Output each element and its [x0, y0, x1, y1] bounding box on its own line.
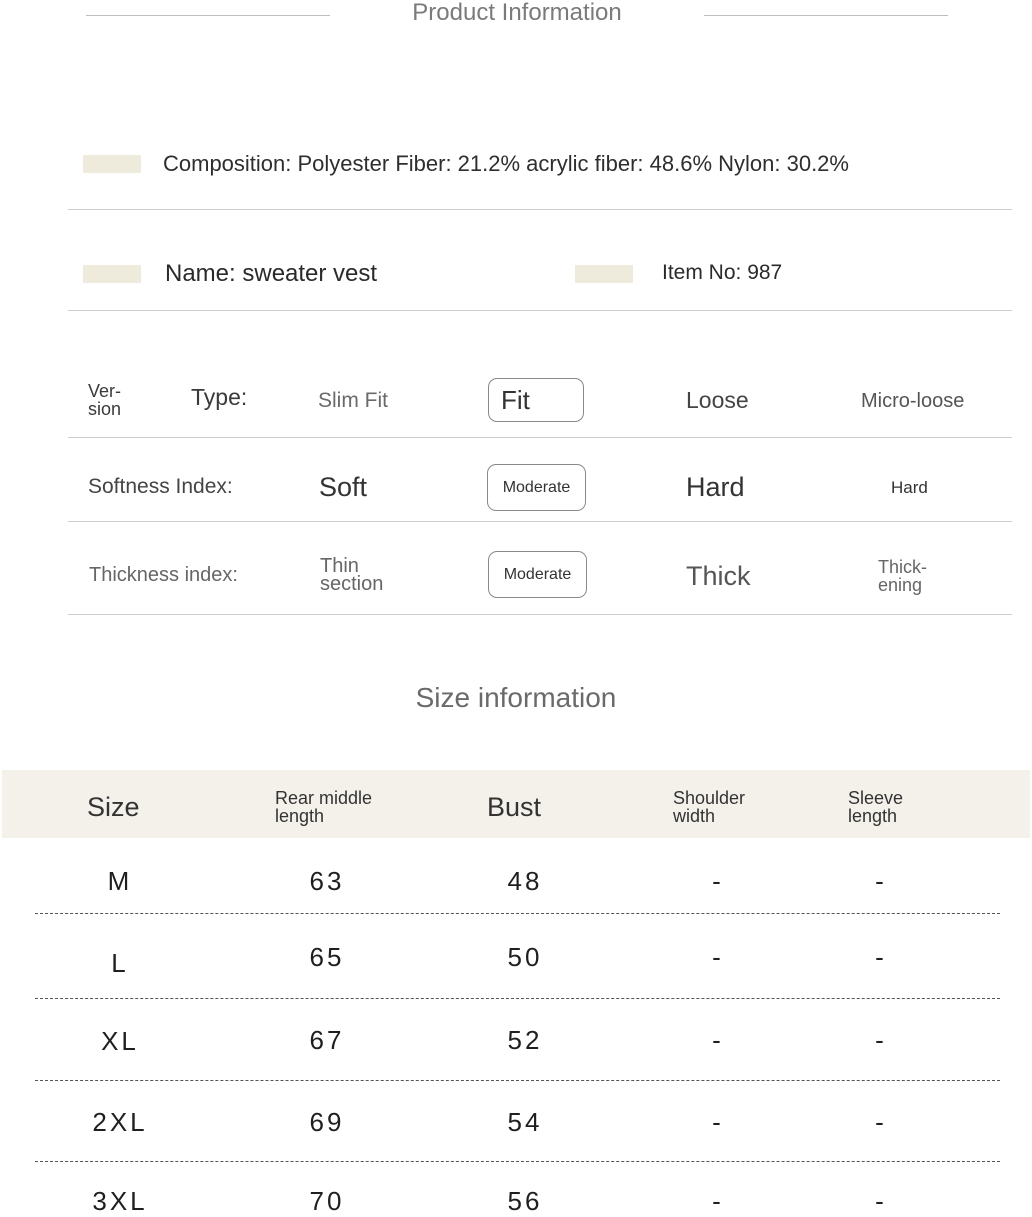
cell-rear: 63 [309, 866, 345, 896]
type-option-loose: Loose [686, 387, 749, 413]
thickness-option-thickening [878, 558, 927, 594]
header-rule-left [86, 15, 330, 16]
cell-bust: 56 [507, 1186, 543, 1216]
shoulder-line2: width [673, 806, 716, 826]
thickness-label: Thickness index: [89, 564, 238, 586]
composition-text: Composition: Polyester Fiber: 21.2% acrylic fiber: 48.6% Nylon: 30.2% [163, 151, 849, 176]
cell-rear: 69 [309, 1107, 345, 1137]
rear-line2: length [275, 806, 325, 826]
thickening-line1: Thick- [878, 557, 927, 577]
sleeve-line2: length [848, 806, 898, 826]
cell-size: M [107, 866, 133, 896]
cell-rear: 67 [309, 1025, 345, 1055]
version-label-line1: Ver- [88, 381, 122, 401]
thickness-option-thin [320, 557, 383, 593]
header-size: Size [87, 792, 140, 822]
cell-sleeve: - [875, 1025, 887, 1055]
cell-shoulder: - [712, 1025, 724, 1055]
cell-shoulder: - [712, 866, 724, 896]
type-label: Type: [191, 384, 248, 410]
row-divider [35, 913, 1000, 914]
type-option-slim-fit: Slim Fit [318, 389, 388, 412]
header-bust: Bust [487, 792, 542, 822]
thin-line2: section [320, 573, 384, 595]
item-number: Item No: 987 [662, 261, 783, 284]
softness-option-soft: Soft [319, 472, 368, 502]
thickness-selected-label: Moderate [503, 565, 572, 583]
cell-bust: 50 [507, 942, 543, 972]
cell-rear: 65 [309, 942, 345, 972]
divider [68, 521, 1012, 522]
thickness-option-selected [488, 551, 587, 598]
type-option-selected [488, 378, 584, 422]
header-sleeve-length [848, 789, 903, 825]
type-option-micro-loose: Micro-loose [861, 390, 965, 412]
version-label [88, 382, 121, 418]
thin-line1: Thin [320, 555, 359, 577]
shoulder-line1: Shoulder [673, 788, 746, 808]
size-section-title: Size information [415, 682, 617, 713]
version-label-line2: sion [88, 399, 122, 419]
cell-shoulder: - [712, 1186, 724, 1216]
cell-shoulder: - [712, 942, 724, 972]
divider [68, 310, 1012, 311]
header-rule-right [704, 15, 948, 16]
header-shoulder-width [673, 789, 745, 825]
row-divider [35, 998, 1000, 999]
row-divider [35, 1080, 1000, 1081]
composition-swatch [83, 155, 141, 173]
cell-size: 2XL [92, 1107, 148, 1137]
cell-bust: 52 [507, 1025, 543, 1055]
cell-sleeve: - [875, 1107, 887, 1137]
rear-line1: Rear middle [275, 788, 373, 808]
cell-size: 3XL [92, 1186, 148, 1216]
divider [68, 614, 1012, 615]
product-name: Name: sweater vest [165, 260, 378, 287]
type-selected-label: Fit [501, 384, 530, 415]
cell-shoulder: - [712, 1107, 724, 1137]
item-swatch [575, 265, 633, 283]
divider [68, 209, 1012, 210]
cell-bust: 48 [507, 866, 543, 896]
softness-label: Softness Index: [88, 475, 233, 498]
softness-option-hard: Hard [686, 472, 745, 502]
thickening-line2: ening [878, 575, 923, 595]
thickness-option-thick: Thick [686, 561, 751, 591]
softness-selected-label: Moderate [502, 478, 571, 496]
cell-size: L [111, 948, 129, 978]
softness-option-hard-secondary: Hard [891, 478, 928, 497]
divider [68, 437, 1012, 438]
cell-sleeve: - [875, 942, 887, 972]
name-swatch [83, 265, 141, 283]
sleeve-line1: Sleeve [848, 788, 904, 808]
cell-sleeve: - [875, 866, 887, 896]
cell-sleeve: - [875, 1186, 887, 1216]
softness-option-selected [487, 464, 586, 511]
cell-bust: 54 [507, 1107, 543, 1137]
row-divider [35, 1161, 1000, 1162]
header-rear-middle-length [275, 789, 372, 825]
cell-rear: 70 [309, 1186, 345, 1216]
page-title: Product Information [412, 0, 622, 26]
cell-size: XL [101, 1026, 139, 1056]
